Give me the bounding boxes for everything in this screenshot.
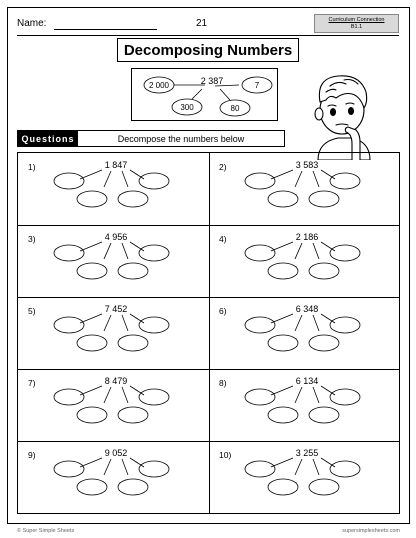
question-number: 3 255 [295,448,318,458]
answer-oval [54,461,84,477]
connector-line [295,459,302,475]
question-label: 5) [28,306,36,316]
connector-line [321,314,335,323]
answer-oval [268,479,298,495]
connector-line [313,315,319,331]
connector-line [122,387,128,403]
curriculum-connection-badge [314,14,399,33]
connector-line [122,243,128,259]
question-number: 9 052 [104,448,128,458]
question-number: 6 134 [295,376,318,386]
answer-oval [268,335,298,351]
question-number: 8 479 [104,376,128,386]
page-title: Decomposing Numbers [123,41,293,59]
question-cell [209,297,400,369]
footer-copyright: © Super Simple Sheets [17,528,75,534]
connector-line [104,315,111,331]
decomposition-diagram [209,369,400,441]
answer-oval [139,317,169,333]
answer-oval [54,389,84,405]
title-box [117,38,299,62]
decomposition-diagram [209,225,400,297]
answer-oval [309,479,339,495]
thinking-boy-illustration [300,70,380,160]
example-diagram [132,69,279,122]
connector-line [104,171,111,187]
question-label: 1) [28,162,36,172]
connector-line [122,459,128,475]
connector-line [104,459,111,475]
answer-oval [54,245,84,261]
example-part: 80 [230,104,240,113]
name-field-line [54,29,157,30]
page-number: 21 [196,18,208,29]
answer-oval [309,407,339,423]
answer-oval [268,263,298,279]
connector-line [122,171,128,187]
connector-line [122,315,128,331]
answer-oval [77,479,107,495]
question-label: 7) [28,378,36,388]
question-number: 7 452 [104,304,128,314]
connector-line [130,314,144,323]
question-cell [18,369,209,441]
example-part: 300 [180,103,194,112]
example-number: 2 387 [200,76,224,86]
name-label: Name: [17,18,47,29]
connector-line [321,170,335,179]
connector-line [80,170,102,179]
connector-line [130,242,144,251]
question-number: 4 956 [104,232,128,242]
question-cell [209,153,400,225]
answer-oval [245,173,275,189]
connector-line [313,171,319,187]
decomposition-diagram [18,441,209,513]
connector-line [80,386,102,395]
curriculum-code: B1.1 [350,24,363,30]
questions-instruction: Decompose the numbers below [117,133,245,144]
answer-oval [330,461,360,477]
decomposition-diagram [209,441,400,513]
connector-line [295,171,302,187]
example-box [131,68,278,121]
decomposition-diagram [18,369,209,441]
decomposition-diagram [209,153,400,225]
question-number: 6 348 [295,304,318,314]
connector-line [313,387,319,403]
question-cell [18,441,209,513]
question-label: 10) [218,450,231,460]
answer-oval [245,245,275,261]
answer-oval [118,479,148,495]
decomposition-diagram [18,225,209,297]
connector-line [271,386,293,395]
answer-oval [309,335,339,351]
answer-oval [245,317,275,333]
question-number: 2 186 [295,232,318,242]
answer-oval [139,389,169,405]
answer-oval [245,389,275,405]
connector-line [271,242,293,251]
connector-line [313,243,319,259]
answer-oval [139,173,169,189]
header-divider [17,35,399,36]
answer-oval [330,245,360,261]
connector-line [130,170,144,179]
question-label: 2) [218,162,227,172]
answer-oval [330,389,360,405]
answer-oval [309,263,339,279]
question-cell [18,225,209,297]
answer-oval [268,407,298,423]
answer-oval [309,191,339,207]
answer-oval [77,263,107,279]
curriculum-title: Curriculum Connection [328,17,385,23]
question-number: 3 583 [295,160,318,170]
questions-label: Questions [18,131,78,146]
answer-oval [245,461,275,477]
decomposition-diagram [209,297,400,369]
answer-oval [118,335,148,351]
connector-line [271,314,293,323]
answer-oval [118,407,148,423]
connector-line [271,170,293,179]
question-cell [209,441,400,513]
answer-oval [118,191,148,207]
example-part: 2 000 [148,81,170,90]
question-number: 1 847 [104,160,128,170]
answer-oval [54,173,84,189]
question-label: 9) [28,450,36,460]
questions-grid [17,152,400,514]
questions-header [17,130,285,147]
connector-line [271,458,293,467]
connector-line [321,386,335,395]
connector-line [313,459,319,475]
answer-oval [118,263,148,279]
connector-line [295,315,302,331]
connector-line [130,386,144,395]
answer-oval [330,317,360,333]
connector-line [104,387,111,403]
connector-line [80,242,102,251]
connector-line [80,314,102,323]
decomposition-diagram [18,153,209,225]
footer-website: supersimplesheets.com [342,528,400,534]
answer-oval [54,317,84,333]
connector-line [321,242,335,251]
answer-oval [77,407,107,423]
question-label: 6) [218,306,227,316]
connector-line [295,243,302,259]
answer-oval [77,335,107,351]
question-cell [18,297,209,369]
connector-line [130,458,144,467]
answer-oval [77,191,107,207]
question-label: 4) [218,234,227,244]
question-cell [209,225,400,297]
answer-oval [268,191,298,207]
answer-oval [330,173,360,189]
question-cell [209,369,400,441]
answer-oval [139,461,169,477]
decomposition-diagram [18,297,209,369]
example-part: 7 [254,81,260,90]
question-cell [18,153,209,225]
connector-line [295,387,302,403]
answer-oval [139,245,169,261]
connector-line [104,243,111,259]
connector-line [80,458,102,467]
question-label: 3) [28,234,36,244]
question-label: 8) [218,378,227,388]
connector-line [321,458,335,467]
